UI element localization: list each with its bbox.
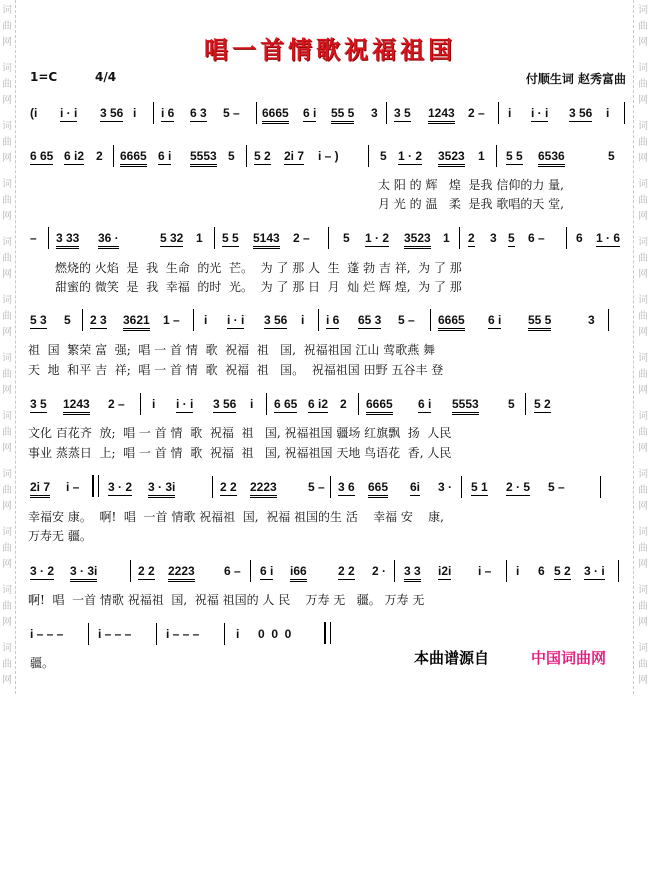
barline [250,560,251,582]
note-group: i 6 [326,313,340,327]
repeat-barline [92,475,99,497]
barline [214,227,215,249]
note: i [152,397,156,411]
note: i [204,313,208,327]
note: i – – – [166,627,200,641]
note-group: 6 i [488,313,502,327]
note-group: i · i [531,106,549,120]
note-group: 6 i [158,149,172,163]
watermark-char: 网 [2,153,12,164]
barline [386,102,387,124]
time-signature: 4/4 [95,70,117,84]
note-group: 5 2 [254,149,271,163]
watermark-char: 网 [2,327,12,338]
watermark-char: 词 [2,585,12,596]
barline [246,145,247,167]
barline [193,309,194,331]
note: i [516,564,520,578]
barline [358,393,359,415]
note-group: 3 · 2 [108,480,133,494]
note-group: 6665 [438,313,465,331]
credits: 付顺生词 赵秀富曲 [525,72,626,86]
note-group: 6i [410,480,421,494]
watermark-char: 词 [638,63,648,74]
watermark-char: 网 [638,385,648,396]
lyrics-verse-1: 太 阳 的 辉 煌 是我 信仰的力 量, [378,178,564,192]
note: i – [478,564,492,578]
note-group: 2i 7 [30,480,50,498]
note: 1 – [163,313,180,327]
note: 5 – [223,106,240,120]
watermark-char: 词 [638,585,648,596]
note-group: 55 5 [331,106,354,124]
watermark-char: 词 [638,527,648,538]
note-group: 5 1 [471,480,488,494]
watermark-char: 曲 [2,543,12,554]
note: i – – – [98,627,132,641]
note: i [606,106,610,120]
lyrics-verse-2: 万寿无 疆。 [28,529,92,543]
note: 3 [490,231,497,245]
note-group: 6 65 [30,149,54,163]
barline [459,227,460,249]
note: 1 [478,149,485,163]
lyrics-verse-2: 天 地 和平 吉 祥; 唱 一 首 情 歌 祝福 祖 国。 祝福祖国 田野 五谷丰 登 [28,363,444,377]
note: i – [66,480,80,494]
watermark-char: 词 [638,121,648,132]
lyrics-verse-2: 甜蜜的 微笑 是 我 幸福 的时 光。 为 了 那 日 月 灿 烂 辉 煌, 为 了 那 [55,280,462,294]
barline [212,476,213,498]
note: 6 [538,564,545,578]
watermark-char: 网 [2,617,12,628]
watermark-char: 曲 [638,79,648,90]
note: 5 [508,397,515,411]
note-group: 5553 [190,149,217,167]
watermark-char: 网 [2,269,12,280]
watermark-char: 词 [2,643,12,654]
note-group: 5553 [452,397,479,415]
barline [624,102,625,124]
note-group: 2223 [168,564,195,582]
barline [496,145,497,167]
note-group: 2223 [250,480,277,498]
note-group: 3523 [404,231,431,249]
note-group: 2 2 [338,564,355,578]
note: – [30,231,37,245]
staff-line-1 [28,104,628,128]
watermark-char: 词 [2,353,12,364]
note-group: 6665 [366,397,393,415]
note: i [133,106,137,120]
note-group: 3621 [123,313,150,331]
watermark-char: 曲 [638,543,648,554]
watermark-char: 网 [638,327,648,338]
watermark-char: 曲 [638,427,648,438]
barline [525,393,526,415]
watermark-char: 网 [2,95,12,106]
note-group: i · i [176,397,194,411]
barline [153,102,154,124]
watermark-char: 曲 [638,659,648,670]
watermark-char: 词 [2,121,12,132]
watermark-char: 词 [638,411,648,422]
watermark-char: 曲 [638,601,648,612]
watermark-char: 词 [2,469,12,480]
note: i [236,627,240,641]
watermark-char: 曲 [2,79,12,90]
watermark-char: 词 [2,295,12,306]
watermark-char: 网 [638,559,648,570]
note-group: 3 6 [338,480,355,494]
note-group: 1243 [63,397,90,415]
watermark-char: 网 [2,37,12,48]
watermark-char: 词 [638,179,648,190]
note: 2 – [293,231,310,245]
note-group: 2i 7 [284,149,305,163]
watermark-char: 曲 [638,485,648,496]
barline [130,560,131,582]
staff-line-2 [28,147,628,171]
watermark-char: 词 [2,5,12,16]
margin-guide-right [633,0,634,694]
note: 2 – [108,397,125,411]
note-group: 65 3 [358,313,382,327]
note-group: 3 · 3i [70,564,97,582]
note: 5 – [548,480,565,494]
note-group: i · i [227,313,245,327]
note-group: 5 5 [506,149,523,163]
note-group: 6 i [303,106,317,120]
barline [88,623,89,645]
watermark-char: 曲 [2,659,12,670]
note-group: 3 33 [56,231,79,249]
note: 5 – [398,313,415,327]
barline [140,393,141,415]
watermark-char: 曲 [2,195,12,206]
staff-line-8 [28,625,628,649]
barline [266,393,267,415]
watermark-char: 曲 [638,195,648,206]
staff-line-4 [28,311,628,335]
note-group: 55 5 [528,313,551,331]
note-group: 6665 [262,106,289,124]
barline [566,227,567,249]
staff-line-6 [28,478,628,502]
note-group: 3 · 2 [30,564,55,578]
source-label: 本曲谱源自 [414,649,490,667]
watermark-char: 词 [2,63,12,74]
note: 5 [608,149,615,163]
lyrics-verse-1: 祖 国 繁荣 富 强; 唱 一 首 情 歌 祝福 祖 国, 祝福祖国 江山 莺歌燕 舞 [28,343,436,357]
song-title: 唱一首情歌祝福祖国 [204,35,456,64]
watermark-char: 网 [638,443,648,454]
note: 2 · [372,564,387,578]
note-group: 665 [368,480,388,498]
watermark-char: 词 [2,237,12,248]
note-group: i66 [290,564,307,582]
note-group: 1 · 2 [398,149,423,163]
note-group: 3 56 [569,106,593,120]
barline [48,227,49,249]
note: 6 – [528,231,545,245]
note-group: 36 · [98,231,119,249]
note-group: 1 · 2 [365,231,390,245]
watermark-char: 网 [2,501,12,512]
note-group: 1243 [428,106,455,124]
lyrics-verse-1: 燃烧的 火焰 是 我 生命 的光 芒。 为 了 那 人 生 蓬 勃 吉 祥, 为 了 那 [55,261,462,275]
lyrics-verse-1: 文化 百花齐 放; 唱 一 首 情 歌 祝福 祖 国, 祝福祖国 疆场 红旗飘 扬 人民 [28,426,452,440]
staff-line-7 [28,562,628,586]
note: 1 [443,231,450,245]
note-group: 5 [508,231,515,245]
note-group: 6 65 [274,397,298,411]
watermark-char: 词 [2,179,12,190]
watermark-char: 曲 [638,137,648,148]
barline [328,227,329,249]
watermark-left [0,0,16,694]
barline [608,309,609,331]
watermark-char: 曲 [2,311,12,322]
note-group: 6 i2 [308,397,329,411]
note-group: 6536 [538,149,565,167]
watermark-char: 网 [2,559,12,570]
watermark-char: 网 [638,501,648,512]
note: 3 · [438,480,453,494]
lyrics-verse-1: 啊! 唱 一首 情歌 祝福祖 国, 祝福 祖国的 人 民 万寿 无 疆。 万寿 无 [28,593,425,607]
note: 5 [343,231,350,245]
note-group: 3 3 [404,564,421,582]
note-group: 3 · i [584,564,605,578]
note: 5 [380,149,387,163]
note: 6 [576,231,583,245]
watermark-char: 网 [2,443,12,454]
watermark-char: 网 [638,675,648,686]
note-group: 2 · 5 [506,480,531,494]
watermark-char: 网 [638,269,648,280]
notes: (i [30,106,38,120]
note: i [301,313,305,327]
note-group: 5 2 [534,397,551,411]
staff-line-5 [28,395,628,419]
watermark-char: 网 [638,37,648,48]
final-barline [324,622,331,644]
note: i – – – [30,627,64,641]
note-group: 5 2 [554,564,571,578]
note: 5 [64,313,71,327]
note-group: 3 5 [30,397,47,411]
barline [113,145,114,167]
note-group: 3 56 [213,397,237,411]
note-group: 6 i2 [64,149,85,163]
watermark-char: 词 [2,411,12,422]
watermark-char: 词 [638,295,648,306]
watermark-char: 曲 [2,427,12,438]
watermark-char: 词 [638,237,648,248]
lyrics-verse-2: 事业 蒸蒸日 上; 唱 一 首 情 歌 祝福 祖 国, 祝福祖国 天地 鸟语花 香, 人民 [28,446,452,460]
note: i [250,397,254,411]
staff-line-3 [28,229,628,253]
note-group: 6 i [260,564,274,578]
watermark-char: 曲 [2,369,12,380]
note-group: i · i [60,106,78,120]
note-group: 6 3 [190,106,207,120]
watermark-char: 网 [2,675,12,686]
barline [506,560,507,582]
watermark-char: 曲 [638,21,648,32]
watermark-char: 曲 [2,485,12,496]
watermark-char: 词 [638,353,648,364]
note: 1 [196,231,203,245]
note-group: 5 3 [30,313,47,327]
barline [330,476,331,498]
watermark-char: 词 [638,643,648,654]
watermark-char: 网 [638,617,648,628]
barline [618,560,619,582]
barline [394,560,395,582]
note: i – ) [318,149,339,163]
barline [156,623,157,645]
note: 3 [588,313,595,327]
brand-link[interactable]: 中国词曲网 [531,649,607,667]
barline [224,623,225,645]
watermark-char: 曲 [2,21,12,32]
barline [82,309,83,331]
note: 3 [371,106,378,120]
note: 5 – [308,480,325,494]
key-signature: 1=C [30,70,58,84]
watermark-char: 网 [2,385,12,396]
watermark-right [636,0,652,694]
watermark-char: 网 [2,211,12,222]
watermark-char: 曲 [638,253,648,264]
barline [256,102,257,124]
note: 6 – [224,564,241,578]
watermark-char: 曲 [2,601,12,612]
barline [600,476,601,498]
note-group: i2i [438,564,452,578]
note-group: 3 56 [100,106,124,120]
watermark-char: 网 [638,153,648,164]
watermark-char: 网 [638,95,648,106]
note-group: i 6 [161,106,175,120]
note-group: 2 [468,231,475,245]
note: 2 [96,149,103,163]
watermark-char: 曲 [638,369,648,380]
note-group: 6665 [120,149,147,167]
note: 2 – [468,106,485,120]
watermark-char: 曲 [2,137,12,148]
note-group: 1 · 6 [596,231,621,245]
lyrics-verse-2: 月 光 的 温 柔 是我 歌唱的天 堂, [378,197,564,211]
watermark-char: 曲 [638,311,648,322]
watermark-char: 词 [638,469,648,480]
watermark-char: 网 [638,211,648,222]
watermark-char: 曲 [2,253,12,264]
note-group: 3 56 [264,313,288,327]
note: i [508,106,512,120]
note-group: 5 5 [222,231,239,245]
note: 0 0 0 [258,627,292,641]
lyrics-verse-1: 幸福安 康。 啊! 唱 一首 情歌 祝福祖 国, 祝福 祖国的生 活 幸福 安 康, [28,510,445,524]
watermark-char: 词 [2,527,12,538]
note-group: 5143 [253,231,280,249]
note-group: 3 5 [394,106,411,120]
barline [461,476,462,498]
note-group: 2 3 [90,313,107,327]
note-group: 5 32 [160,231,184,245]
note: 2 [340,397,347,411]
barline [368,145,369,167]
note-group: 2 2 [138,564,155,578]
watermark-char: 词 [638,5,648,16]
note-group: 3523 [438,149,465,167]
barline [498,102,499,124]
note: 5 [228,149,235,163]
barline [318,309,319,331]
note-group: 2 2 [220,480,237,494]
barline [430,309,431,331]
note-group: 3 · 3i [148,480,175,498]
lyrics-final: 疆。 [30,656,55,670]
note-group: 6 i [418,397,432,411]
